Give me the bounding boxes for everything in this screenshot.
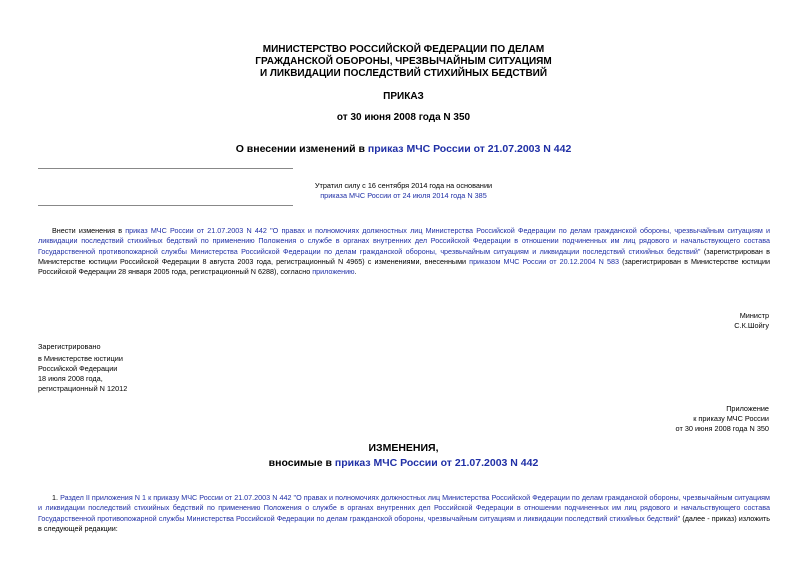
appendix-line-3: от 30 июня 2008 года N 350: [675, 424, 769, 433]
registration-line-5: регистрационный N 12012: [38, 384, 128, 393]
item1-text: (далее - приказ) изложить в следующей редакции:: [38, 513, 771, 533]
signature-name: С.К.Шойгу: [734, 321, 769, 330]
registration-block: [38, 342, 258, 394]
ministry-line-3: И ЛИКВИДАЦИИ ПОСЛЕДСТВИЙ СТИХИЙНЫХ БЕДСТВИЙ: [259, 68, 548, 79]
changes-title: ИЗМЕНЕНИЯ,: [368, 442, 439, 454]
order-body-paragraph: [38, 226, 770, 277]
body-text-1: Внести изменения в: [52, 226, 126, 235]
appendix-line-1: Приложение: [726, 404, 769, 413]
item1-number: 1.: [52, 493, 61, 502]
ministry-line-1: МИНИСТЕРСТВО РОССИЙСКОЙ ФЕДЕРАЦИИ ПО ДЕЛАМ: [262, 44, 545, 55]
document-subject: [0, 143, 807, 155]
body-text-4: .: [354, 267, 357, 277]
document-date-number: от 30 июня 2008 года N 350: [336, 112, 471, 123]
appendix-line-2: к приказу МЧС России: [693, 414, 769, 423]
ministry-header: [0, 44, 807, 80]
body-text-2: (зарегистрирован в Министерстве юстиции Российской Федерации 8 августа 2003 года, регистрационный N 4965) с изменениями, внесенными: [38, 246, 771, 266]
subject-order-link[interactable]: приказ МЧС России от 21.07.2003 N 442: [367, 143, 572, 155]
item1-section-link[interactable]: Раздел II приложения N 1 к приказу МЧС России от 21.07.2003 N 442 "О правах и полномочиях должностных лиц Министерства Российской Федерации по делам гражданской обороны, чрезвычайным ситуациям и ликвидации последствий стихийных бедствий по применению Положения о службе в органах внутренних дел Российской Федерации в отношении подчиненных им лиц рядового и начальствующего состава Государственной противопожарной службы Министерства Российской Федерации по делам гражданской обороны, чрезвычайным ситуациям и ликвидации последствий стихийных бедствий": [38, 493, 770, 523]
registration-line-3: Российской Федерации: [38, 364, 118, 373]
registration-line-4: 18 июля 2008 года,: [38, 374, 103, 383]
status-note-text: Утратил силу с 16 сентября 2014 года на основании: [314, 181, 493, 190]
status-note-link[interactable]: приказа МЧС России от 24 июля 2014 года N 385: [320, 191, 487, 200]
order-583-link[interactable]: приказом МЧС России от 20.12.2004 N 583: [469, 256, 619, 266]
changes-subtitle-prefix: вносимые в: [268, 457, 335, 469]
changes-subtitle: [0, 457, 807, 469]
appendix-link[interactable]: приложению: [312, 267, 355, 277]
body-text-3: (зарегистрирован в Министерстве юстиции Российской Федерации 28 января 2005 года, регистрационный N 6288), согласно: [38, 256, 770, 277]
appendix-block: [549, 404, 769, 434]
ministry-line-2: ГРАЖДАНСКОЙ ОБОРОНЫ, ЧРЕЗВЫЧАЙНЫМ СИТУАЦИЯМ: [255, 56, 552, 67]
changes-item-1: [38, 493, 770, 534]
registration-line-2: в Министерстве юстиции: [38, 354, 123, 363]
signature-position: Министр: [739, 311, 769, 320]
order-442-link[interactable]: приказ МЧС России от 21.07.2003 N 442 "О правах и полномочиях должностных лиц Министерства Российской Федерации по делам гражданской обороны, чрезвычайным ситуациям и ликвидации последствий стихийных бедствий по применению Положения о службе в органах внутренних дел Российской Федерации в отношении подчиненных им лиц рядового и начальствующего состава Государственной противопожарной службы Министерства Российской Федерации по делам гражданской обороны, чрезвычайным ситуациям и ликвидации последствий стихийных бедствий": [38, 226, 771, 256]
subject-prefix: О внесении изменений в: [235, 143, 368, 155]
divider-top: [38, 168, 293, 169]
changes-order-link[interactable]: приказ МЧС России от 21.07.2003 N 442: [334, 457, 539, 469]
document-type: ПРИКАЗ: [383, 91, 424, 102]
signature-block: [569, 311, 769, 331]
registration-line-1: Зарегистрировано: [38, 342, 101, 351]
divider-bottom: [38, 205, 293, 206]
status-note: [0, 181, 807, 201]
